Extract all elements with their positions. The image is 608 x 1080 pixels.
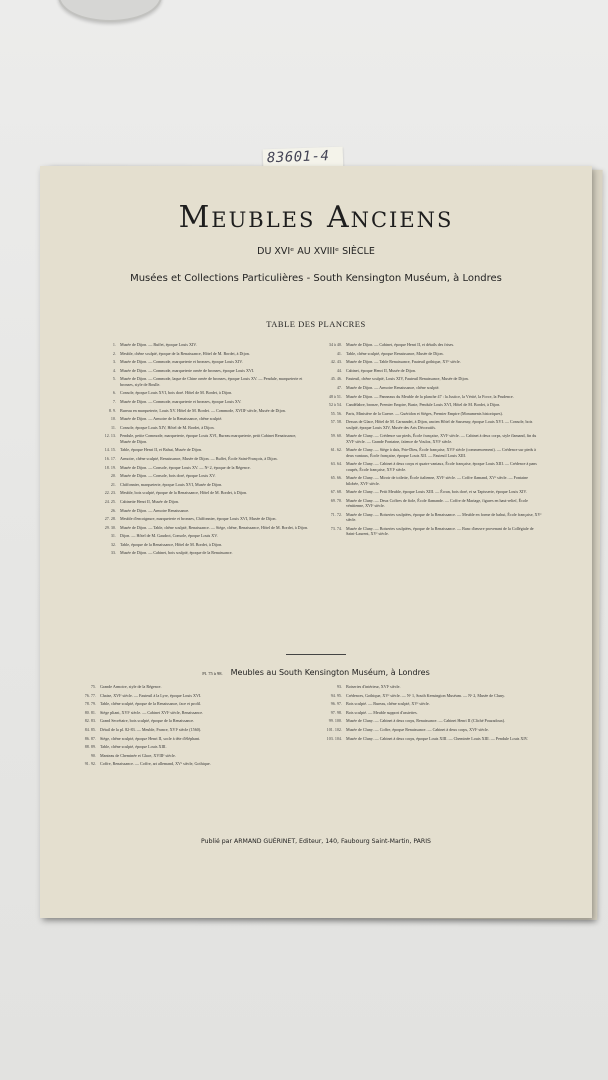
plate-description: Musée de Dijon. — Buffet, époque Louis XIV. <box>120 342 197 347</box>
plate-number: 18. 19. <box>104 464 116 470</box>
plate-number: 5. <box>112 376 116 382</box>
list-item <box>96 456 308 461</box>
plate-list-right <box>322 342 542 540</box>
plate-description: Siège, chêne sculpté, époque Henri II, socle à tête d'éléphant. <box>100 735 201 741</box>
list-item <box>322 475 542 486</box>
plate-description: Table, chêne sculpté, époque Louis XIII. <box>100 744 167 750</box>
plate-number: 42. 43. <box>330 359 342 365</box>
plate-number: 61. 62. <box>330 447 342 453</box>
list-item <box>76 710 308 715</box>
plate-description: Dessus de Glace, Hôtel de M. Carnandet, à Dijon, ancien Hôtel de Sassenay, époque Louis XVI. — Console, bois sculpté, époque Louis XIV, Musée des Arts Décoratifs. <box>346 419 533 430</box>
list-item <box>322 736 542 741</box>
plate-number: 47. <box>336 384 342 390</box>
plate-description: Musée de Cluny. — Miroir de toilette, École italienne, XVIᵉ siècle. — Coffre flamand, XVᵉ siècle. — Fontaine bilobée, XVIᵉ siècle. <box>346 475 528 486</box>
list-item <box>96 516 308 521</box>
plate-description: Meuble d'encoignure, marqueterie et bronzes, Chiffonnier, époque Louis XVI, Musée de Dijon. <box>120 516 277 522</box>
plate-description: Armoire, chêne sculpté, Renaissance, Musée de Dijon. — Buffet, École Saint-François, à Dijon. <box>120 455 278 461</box>
list-item <box>96 550 308 555</box>
plate-number: 24. 25. <box>104 498 116 504</box>
plate-number: 27. 28. <box>104 516 116 522</box>
plate-number: 99. 100. <box>328 718 342 724</box>
plate-description: Musée de Cluny. — Boiseries sculptées, époque de la Renaissance. — Banc d'œuvre provenant de la Collégiale de Saint-Laurent, XVᵉ siècle. <box>346 525 534 537</box>
plate-number: 34 à 40. <box>328 342 342 347</box>
plate-number: 4. <box>112 367 116 373</box>
plate-number: 14. 15. <box>104 447 116 453</box>
list-item <box>322 701 542 706</box>
list-item <box>322 461 542 472</box>
list-item <box>322 411 542 416</box>
section-list-right <box>322 684 542 744</box>
plate-description: Musée de Cluny. — Siège à dais, Prie-Dieu, École française, XVIᵉ siècle (commencement). — Crédence sur pieds à deux vantaux, École française, époque Louis XII. — Fauteuil Louis XIII. <box>346 447 536 458</box>
list-item <box>96 342 308 347</box>
list-item <box>322 718 542 723</box>
plate-number: 26. <box>110 507 116 513</box>
list-item <box>96 408 308 413</box>
page-subtitle: DU XVIᵉ AU XVIIIᵉ SIÈCLE <box>257 246 375 257</box>
list-item <box>322 433 542 444</box>
plate-number: 29. 30. <box>104 524 116 530</box>
plate-number: 71. 72. <box>330 511 342 517</box>
list-item <box>76 718 308 723</box>
plate-description: Grande Armoire, style de la Régence. <box>100 684 162 689</box>
sticker-text: 83601-4 <box>266 148 330 167</box>
plate-description: Musée de Dijon. — Panneaux du Meuble de la planche 47 : la Justice, la Vérité, la Force, la Prudence. <box>346 393 514 399</box>
plate-number: 2. <box>112 350 116 356</box>
plate-description: Musée de Dijon. — Armoire Renaissance. <box>120 507 190 513</box>
plate-description: Musée de Dijon. — Console, bois doré, époque Louis XV. <box>120 473 216 479</box>
plate-description: Musée de Dijon. — Table Renaissance, Fauteuil gothique, XVᵉ siècle. <box>346 359 461 365</box>
plate-description: Musée de Dijon. — Cabinet, époque Henri II, et détails des frises. <box>346 342 455 347</box>
list-item <box>96 376 308 387</box>
plate-number: 88. 89. <box>84 744 96 750</box>
list-item <box>96 390 308 395</box>
list-item <box>96 525 308 530</box>
plate-description: Musée de Cluny. — Petit Meuble, époque Louis XIII. — Écran, bois doré, et sa Tapisserie, époque Louis XIV. <box>346 489 527 495</box>
list-item <box>322 526 542 537</box>
list-item <box>96 482 308 487</box>
plate-number: 93. <box>336 684 342 689</box>
list-item <box>96 542 308 547</box>
section-title: Meubles au South Kensington Muséum, à Londres <box>230 668 430 677</box>
plate-number: 80. 81. <box>84 709 96 715</box>
plate-description: Paris, Ministère de la Guerre. — Guéridon et Sièges, Premier Empire (Monuments historiques). <box>346 410 503 416</box>
plate-description: Cabinet, époque Henri II, Musée de Dijon. <box>346 367 416 373</box>
list-item <box>322 342 542 347</box>
plate-description: Table, époque de la Renaissance, Hôtel de M. Bordet, à Dijon. <box>120 541 223 547</box>
list-item <box>76 744 308 749</box>
section-prefix: Pl. 75 à 98. <box>202 671 223 676</box>
plate-number: 55. 56. <box>330 410 342 416</box>
plate-description: Pendule, petite Commode, marqueterie, époque Louis XVI, Bureau marqueterie, petit Cabinet Renaissance, Musée de Dijon. <box>120 433 297 444</box>
plate-description: Musée de Cluny. — Cabinet à deux corps, époque Louis XIII. — Cheminée Louis XIII. — Pendule Louis XIV. <box>346 735 529 741</box>
plate-number: 52 à 54. <box>328 402 342 408</box>
plate-number: 78. 79. <box>84 701 96 707</box>
section-heading <box>40 662 592 680</box>
plate-number: 90. <box>90 752 96 758</box>
plate-number: 86. 87. <box>84 735 96 741</box>
plate-description: Dijon. — Hôtel de M. Gaudrot, Console, époque Louis XV. <box>120 533 218 539</box>
plate-description: Siège pliant, XVIᵉ siècle. — Cabinet XVIᵉ siècle, Renaissance. <box>100 709 204 715</box>
plate-description: Console, époque Louis XVI, bois doré. Hôtel de M. Bordet, à Dijon. <box>120 390 233 396</box>
plate-description: Chiffonnier, marqueterie, époque Louis XVI, Musée de Dijon. <box>120 481 223 487</box>
list-item <box>96 351 308 356</box>
plate-number: 57. 58. <box>330 419 342 425</box>
plate-description: Musée de Dijon. — Console, époque Louis XV. — Nᵒ 2, époque de la Régence. <box>120 464 251 470</box>
list-item <box>76 736 308 741</box>
plate-number: 67. 68. <box>330 489 342 495</box>
list-item <box>96 499 308 504</box>
plate-number: 75. <box>90 684 96 689</box>
list-item <box>322 710 542 715</box>
list-item <box>322 368 542 373</box>
list-item <box>96 399 308 404</box>
list-item <box>76 727 308 732</box>
plate-number: 91. 92. <box>84 761 96 767</box>
plate-number: 20. <box>110 473 116 479</box>
list-item <box>322 489 542 494</box>
list-item <box>322 447 542 458</box>
list-item <box>96 425 308 430</box>
plate-description: Bois sculpté. — Meuble support d'assiettes. <box>346 709 418 715</box>
plate-description: Fauteuil, chêne sculpté, Louis XIV, Fauteuil Renaissance, Musée de Dijon. <box>346 376 469 382</box>
list-item <box>322 684 542 689</box>
plate-description: Coffre, Renaissance. — Coffre, art allemand, XVᵉ siècle, Gothique. <box>100 761 211 767</box>
plate-number: 44. <box>336 367 342 373</box>
section-divider <box>40 642 592 660</box>
plate-number: 59. 60. <box>330 433 342 439</box>
plate-description: Table, chêne sculpté, époque Renaissance, Musée de Dijon. <box>346 350 444 356</box>
plate-number: 65. 66. <box>330 475 342 481</box>
list-item <box>76 701 308 706</box>
plate-description: Musée de Cluny. — Cabinet à deux corps et quatre vantaux, École française, époque Louis XIII. — Crédence à pans coupés, École française, XVIᵉ siècle. <box>346 461 537 472</box>
section-list-left <box>76 684 308 770</box>
plate-number: 97. 98. <box>330 709 342 715</box>
plate-description: Musée de Dijon. — Commode, marqueterie ornée de bronzes, époque Louis XVI. <box>120 367 255 373</box>
list-item <box>96 447 308 452</box>
list-item <box>96 465 308 470</box>
list-item <box>96 508 308 513</box>
list-item <box>96 533 308 538</box>
plate-description: Crédences, Gothique, XVᵉ siècle. — Nᵒ 1, South Kensington Muséum. — Nᵒ 2, Musée de Cluny. <box>346 692 505 698</box>
collections-line: Musées et Collections Particulières - South Kensington Muséum, à Londres <box>130 273 502 284</box>
list-item <box>322 351 542 356</box>
list-item <box>76 693 308 698</box>
plate-number: 21. <box>110 481 116 487</box>
plate-description: Musée de Cluny. — Coffre, époque Renaissance. — Cabinet à deux corps, XVIᵉ siècle. <box>346 726 489 732</box>
plate-description: Musée de Dijon. — Commode, marqueterie et bronzes, époque Louis XV. <box>120 398 242 404</box>
table-title: TABLE DES PLANCRES <box>266 319 366 329</box>
plate-number: 45. 46. <box>330 376 342 382</box>
list-item <box>96 473 308 478</box>
plate-description: Musée de Cluny. — Crédence sur pieds, École française, XVIᵉ siècle. — Cabinet à deux corps, style flamand, fin du XVIᵉ siècle. — Grande Fontaine, faïence de Vouloz, XVIᵉ siècle. <box>346 433 537 444</box>
plate-description: Détail de la pl. 82-83. — Meuble, France, XVIᵉ siècle (1560). <box>100 726 202 732</box>
plate-description: Musée de Dijon. — Commode, laque de Chine ornée de bronzes, époque Louis XV. — Pendule, marqueterie et bronzes, style de Boulle. <box>120 376 303 387</box>
plate-number: 63. 64. <box>330 461 342 467</box>
list-item <box>76 753 308 758</box>
page-title: Meubles Anciens <box>178 200 454 235</box>
plate-number: 11. <box>111 424 116 430</box>
plate-description: Meuble, bois sculpté, époque de la Renaissance, Hôtel de M. Bordet, à Dijon. <box>120 490 248 496</box>
list-item <box>76 761 308 766</box>
list-item <box>322 512 542 523</box>
list-item <box>76 684 308 689</box>
plate-description: Manteau de Cheminée et Glace, XVIIIᵉ siècle. <box>100 752 176 758</box>
list-item <box>96 433 308 444</box>
list-item <box>322 419 542 430</box>
plate-description: Musée de Cluny. — Boiseries sculptées, époque de la Renaissance. — Meuble en forme de bahut, École française, XVᵉ siècle. <box>346 511 542 523</box>
list-item <box>96 368 308 373</box>
plate-number: 73. 74. <box>330 525 342 531</box>
plate-number: 8. 9. <box>108 407 116 413</box>
list-item <box>322 385 542 390</box>
round-object-top <box>58 0 162 22</box>
plate-description: Meuble, chêne sculpté, époque de la Renaissance, Hôtel de M. Bordet, à Dijon. <box>120 350 250 356</box>
list-item <box>322 359 542 364</box>
list-item <box>322 394 542 399</box>
plate-number: 82. 83. <box>84 718 96 724</box>
plate-number: 101. 102. <box>326 726 342 732</box>
list-item <box>322 376 542 381</box>
plate-number: 31. <box>110 533 116 539</box>
list-item <box>96 359 308 364</box>
plate-description: Musée de Cluny. — Deux Coffres de fiole, École flamande. — Coffre de Mariage, figures en haut-relief, École vénitienne, XVIᵉ siècle. <box>346 497 528 509</box>
plate-number: 96. 97. <box>330 701 342 707</box>
plate-number: 22. 23. <box>104 490 116 496</box>
plate-list-left <box>96 342 308 559</box>
plate-description: Musée de Dijon. — Table, chêne sculpté, Renaissance. — Siège, chêne, Renaissance, Hôtel de M. Bordet, à Dijon. <box>120 524 309 530</box>
plate-number: 76. 77. <box>84 692 96 698</box>
plate-number: 41. <box>336 350 342 356</box>
publisher-line: Publié par ARMAND GUÉRINET, Editeur, 140, Faubourg Saint-Martin, PARIS <box>201 838 431 845</box>
plate-description: Boiseries d'intérieur, XVIᵉ siècle. <box>346 684 401 689</box>
plate-number: 69. 70. <box>330 497 342 503</box>
plate-description: Table, chêne sculpté, époque de la Renaissance, face et profil. <box>100 701 202 707</box>
plate-description: Musée de Dijon. — Cabinet, bois sculpté, époque de la Renaissance. <box>120 550 233 556</box>
list-item <box>322 727 542 732</box>
plate-description: Chaise, XVIᵉ siècle. — Fauteuil à la Lyre, époque Louis XVI. <box>100 692 202 698</box>
plate-description: Bois sculpté. — Bureau, chêne sculpté, XVᵉ siècle. <box>346 701 430 707</box>
plate-number: 94. 95. <box>330 692 342 698</box>
plate-number: 1. <box>112 342 116 347</box>
plate-number: 16. 17. <box>104 455 116 461</box>
plate-description: Cabinette Henri II, Musée de Dijon. <box>120 498 180 504</box>
plate-number: 6. <box>112 390 116 396</box>
plate-description: Table, époque Henri II, et Bahut, Musée de Dijon. <box>120 447 203 453</box>
plate-number: 10. <box>110 416 116 422</box>
plate-number: 103. 104. <box>326 735 342 741</box>
plate-description: Musée de Dijon. — Commode, marqueterie et bronzes, époque Louis XIV. <box>120 359 243 365</box>
list-item <box>322 693 542 698</box>
plate-description: Console, époque Louis XIV, Hôtel de M. Bordet, à Dijon. <box>120 424 215 430</box>
plate-number: 12. 13. <box>104 433 116 439</box>
plate-description: Musée de Dijon. — Armoire de la Renaissance, chêne sculpté. <box>120 416 223 422</box>
list-item <box>96 416 308 421</box>
plate-description: Grand Secrétaire, bois sculpté, époque de la Renaissance. <box>100 718 195 724</box>
list-item <box>322 498 542 509</box>
plate-number: 48 à 51. <box>328 393 342 399</box>
plate-description: Musée de Cluny. — Cabinet à deux corps, Renaissance. — Cabinet Henri II (Cliché Pouzadoux). <box>346 718 506 724</box>
plate-number: 3. <box>112 359 116 365</box>
list-item <box>96 490 308 495</box>
plate-number: 7. <box>112 398 116 404</box>
plate-description: Bureau en marqueterie, Louis XV. Hôtel de M. Bordet. — Commode, XVIIIᵉ siècle, Musée de Dijon. <box>120 407 286 413</box>
list-item <box>322 402 542 407</box>
plate-description: Candélabre, bronze, Premier Empire, Buste, Pendule Louis XVI, Hôtel de M. Bordet, à Dijon. <box>346 402 501 408</box>
plate-number: 32. <box>110 541 116 547</box>
plate-number: 84. 85. <box>84 726 96 732</box>
document-page <box>40 166 592 918</box>
plate-description: Musée de Dijon. — Armoire Renaissance, chêne sculpté. <box>346 384 440 390</box>
plate-number: 33. <box>110 550 116 556</box>
